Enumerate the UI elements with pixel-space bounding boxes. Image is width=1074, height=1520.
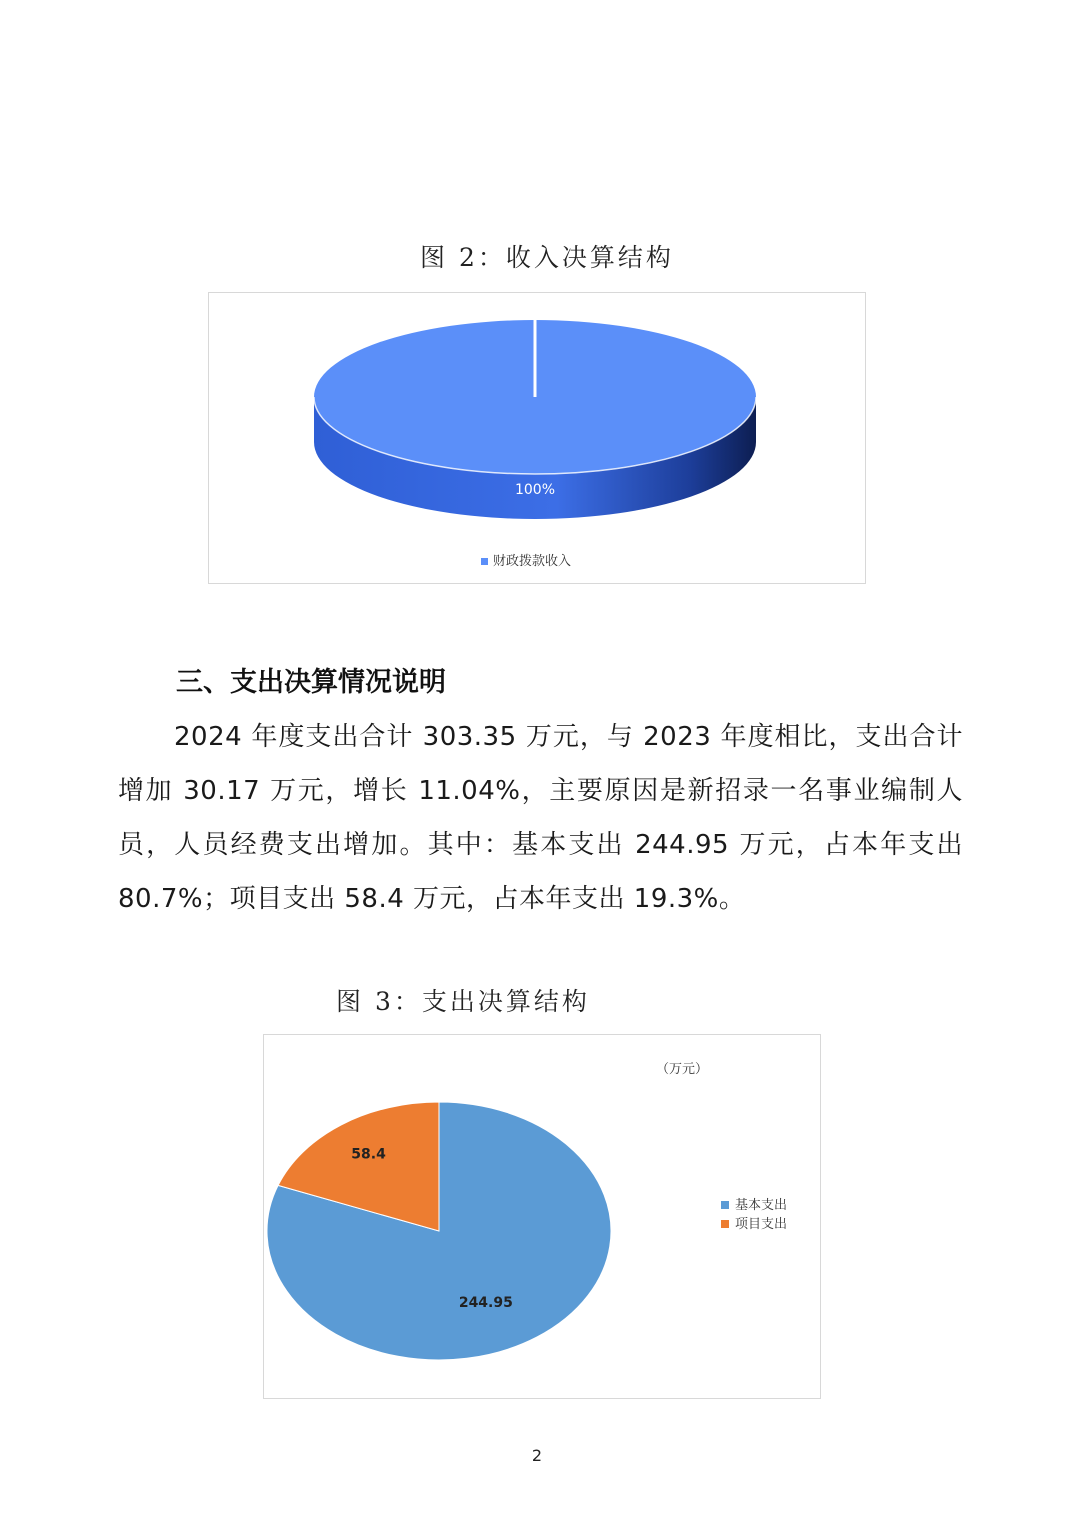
income-pie-chart [209,293,867,585]
legend-marker-基本支出 [721,1201,729,1209]
figure-3-caption: 图 3：支出决算结构 [336,987,590,1016]
data-label-基本支出: 244.95 [458,1294,513,1311]
data-label: 100% [514,482,556,498]
legend-label-基本支出: 基本支出 [735,1198,788,1213]
figure-2-caption: 图 2：收入决算结构 [420,243,674,272]
page-number: 2 [531,1446,543,1465]
figure-2-chart [208,292,866,584]
legend-marker [481,558,488,565]
section-heading: 三、支出决算情况说明 [176,667,446,698]
data-label-项目支出: 58.4 [351,1146,386,1163]
legend-label: 财政拨款收入 [493,554,572,569]
unit-label: （万元） [655,1062,709,1077]
legend-label-项目支出: 项目支出 [735,1217,788,1232]
figure-3-chart [263,1034,821,1399]
legend-marker-项目支出 [721,1220,729,1228]
expense-pie-chart [264,1035,822,1400]
section-paragraph: 2024 年度支出合计 303.35 万元，与 2023 年度相比，支出合计增加 30.17 万元，增长 11.04%，主要原因是新招录一名事业编制人员，人员经费支出增加。其中：基本支出 244.95 万元，占本年支出 80.7%；项目支出 58.4 万元，占本年支出 19.3%。 [118,722,963,914]
